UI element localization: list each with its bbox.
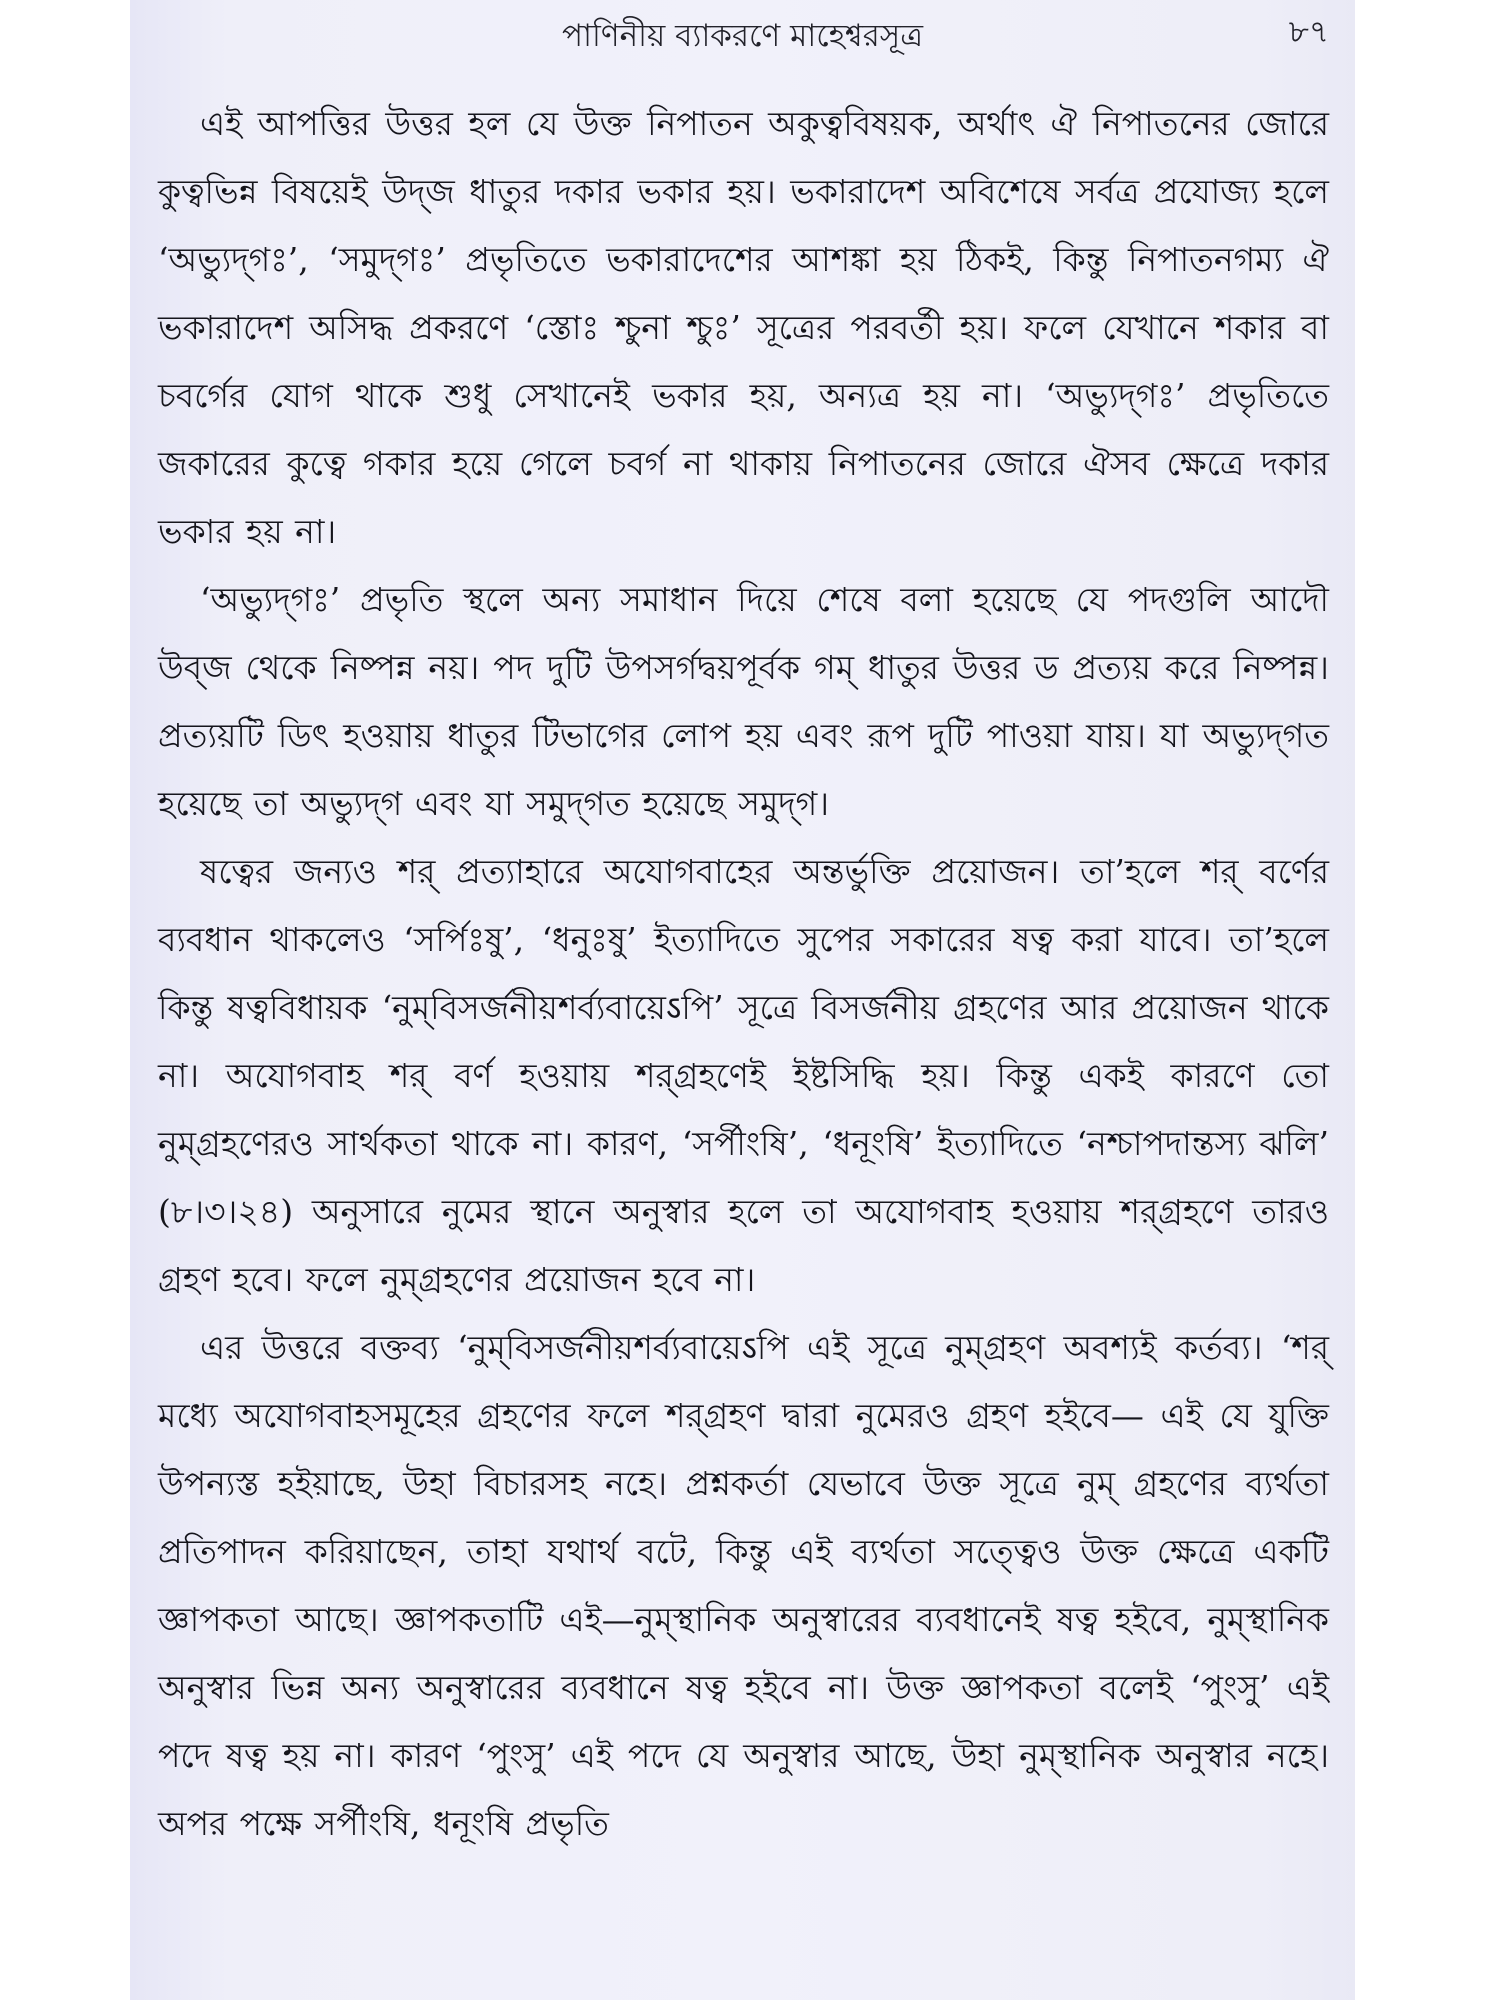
paragraph-3: ষত্বের জন্যও শর্‌ প্রত্যাহারে অযোগবাহের অন্তর্ভুক্তি প্রয়োজন। তা’হলে শর্‌ বর্ণের ব্যবধান থাকলেও ‘সর্পিঃষু’, ‘ধনুঃষু’ ইত্যাদিতে সুপের সকারের ষত্ব করা যাবে। তা’হলে কিন্তু ষত্ববিধায়ক ‘নুম্‌বিসর্জনীয়শর্ব্যবায়েऽপি’ সূত্রে বিসর্জনীয় গ্রহণের আর প্রয়োজন থাকে না। অযোগবাহ শর্‌ বর্ণ হওয়ায় শর্‌গ্রহণেই ইষ্টসিদ্ধি হয়। কিন্তু একই কারণে তো নুম্‌গ্রহণেরও সার্থকতা থাকে না। কারণ, ‘সর্পীংষি’, ‘ধনূংষি’ ইত্যাদিতে ‘নশ্চাপদান্তস্য ঝলি’ (৮।৩।২৪) অনুসারে নুমের স্থানে অনুস্বার হলে তা অযোগবাহ হওয়ায় শর্‌গ্রহণে তারও গ্রহণ হবে। ফলে নুম্‌গ্রহণের প্রয়োজন হবে না। (158, 852, 1329, 1299)
running-header (130, 4, 1355, 56)
paragraph-4: এর উত্তরে বক্তব্য ‘নুম্‌বিসর্জনীয়শর্ব্যবায়েऽপি এই সূত্রে নুম্‌গ্রহণ অবশ্যই কর্তব্য। ‘শর্‌ মধ্যে অযোগবাহসমূহের গ্রহণের ফলে শর্‌গ্রহণ দ্বারা নুমেরও গ্রহণ হইবে— এই যে যুক্তি উপন্যস্ত হইয়াছে, উহা বিচারসহ নহে। প্রশ্নকর্তা যেভাবে উক্ত সূত্রে নুম্‌ গ্রহণের ব্যর্থতা প্রতিপাদন করিয়াছেন, তাহা যথার্থ বটে, কিন্তু এই ব্যর্থতা সত্ত্বেও উক্ত ক্ষেত্রে একটি জ্ঞাপকতা আছে। জ্ঞাপকতাটি এই—নুম্‌স্থানিক অনুস্বারের ব্যবধানেই ষত্ব হইবে, নুম্‌স্থানিক অনুস্বার ভিন্ন অন্য অনুস্বারের ব্যবধানে ষত্ব হইবে না। উক্ত জ্ঞাপকতা বলেই ‘পুংসু’ এই পদে ষত্ব হয় না। কারণ ‘পুংসু’ এই পদে যে অনুস্বার আছে, উহা নুম্‌স্থানিক অনুস্বার নহে। অপর পক্ষে সর্পীংষি, ধনূংষি প্রভৃতি (158, 1328, 1329, 1843)
paragraph-1: এই আপত্তির উত্তর হল যে উক্ত নিপাতন অকুত্ববিষয়ক, অর্থাৎ ঐ নিপাতনের জোরে কুত্বভিন্ন বিষয়েই উদ্‌জ ধাতুর দকার ভকার হয়। ভকারাদেশ অবিশেষে সর্বত্র প্রযোজ্য হলে ‘অভ্যুদ্‌গঃ’, ‘সমুদ্‌গঃ’ প্রভৃতিতে ভকারাদেশের আশঙ্কা হয় ঠিকই, কিন্তু নিপাতনগম্য ঐ ভকারাদেশ অসিদ্ধ প্রকরণে ‘স্তোঃ শ্চুনা শ্চুঃ’ সূত্রের পরবর্তী হয়। ফলে যেখানে শকার বা চবর্গের যোগ থাকে শুধু সেখানেই ভকার হয়, অন্যত্র হয় না। ‘অভ্যুদ্‌গঃ’ প্রভৃতিতে জকারের কুত্বে গকার হয়ে গেলে চবর্গ না থাকায় নিপাতনের জোরে ঐসব ক্ষেত্রে দকার ভকার হয় না। (158, 104, 1329, 551)
book-page (130, 0, 1355, 2000)
running-title: পাণিনীয় ব্যাকরণে মাহেশ্বরসূত্র (561, 18, 924, 54)
body-text (158, 90, 1329, 1858)
paragraph-2: ‘অভ্যুদ্‌গঃ’ প্রভৃতি স্থলে অন্য সমাধান দিয়ে শেষে বলা হয়েছে যে পদগুলি আদৌ উব্‌জ থেকে নিষ্পন্ন নয়। পদ দুটি উপসর্গদ্বয়পূর্বক গম্‌ ধাতুর উত্তর ড প্রত্যয় করে নিষ্পন্ন। প্রত্যয়টি ডিৎ হওয়ায় ধাতুর টিভাগের লোপ হয় এবং রূপ দুটি পাওয়া যায়। যা অভ্যুদ্‌গত হয়েছে তা অভ্যুদ্‌গ এবং যা সমুদ্‌গত হয়েছে সমুদ্‌গ। (158, 580, 1329, 823)
page-number: ৮৭ (1288, 14, 1329, 50)
